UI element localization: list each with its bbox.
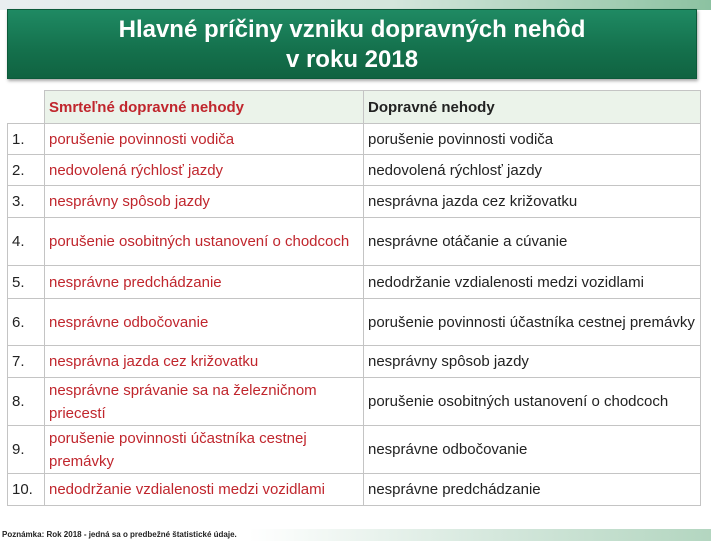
row-number: 6. <box>8 299 45 346</box>
accident-cause: nesprávna jazda cez križovatku <box>364 186 701 218</box>
fatal-cause: porušenie povinnosti vodiča <box>45 124 364 155</box>
accident-cause: nesprávne odbočovanie <box>364 426 701 474</box>
row-number: 1. <box>8 124 45 155</box>
fatal-cause: nesprávne predchádzanie <box>45 266 364 299</box>
fatal-cause: porušenie povinnosti účastníka cestnej premávky <box>45 426 364 474</box>
row-number: 7. <box>8 346 45 378</box>
accident-cause: porušenie povinnosti vodiča <box>364 124 701 155</box>
fatal-cause: nesprávna jazda cez križovatku <box>45 346 364 378</box>
accident-cause: porušenie povinnosti účastníka cestnej premávky <box>364 299 701 346</box>
accident-cause: porušenie osobitných ustanovení o chodcoch <box>364 378 701 426</box>
table-row <box>8 124 701 155</box>
row-number: 2. <box>8 155 45 186</box>
fatal-cause: nedovolená rýchlosť jazdy <box>45 155 364 186</box>
footnote: Poznámka: Rok 2018 - jedná sa o predbežné štatistické údaje. <box>0 529 711 541</box>
accident-cause: nesprávny spôsob jazdy <box>364 346 701 378</box>
accident-cause: nedovolená rýchlosť jazdy <box>364 155 701 186</box>
accident-cause: nedodržanie vzdialenosti medzi vozidlami <box>364 266 701 299</box>
title-line-2: v roku 2018 <box>285 46 419 73</box>
table-row <box>8 218 701 266</box>
table-row <box>8 426 701 474</box>
table-header-row <box>8 91 701 124</box>
table-row <box>8 346 701 378</box>
header-blank-cell <box>8 91 45 124</box>
header-traffic-accidents: Dopravné nehody <box>364 91 701 124</box>
row-number: 3. <box>8 186 45 218</box>
fatal-cause: nesprávne správanie sa na železničnom priecestí <box>45 378 364 426</box>
table-row <box>8 299 701 346</box>
fatal-cause: nesprávne odbočovanie <box>45 299 364 346</box>
row-number: 4. <box>8 218 45 266</box>
table-row <box>8 155 701 186</box>
row-number: 10. <box>8 474 45 506</box>
row-number: 9. <box>8 426 45 474</box>
title-line-1: Hlavné príčiny vzniku dopravných nehôd <box>118 16 586 43</box>
row-number: 5. <box>8 266 45 299</box>
fatal-cause: nedodržanie vzdialenosti medzi vozidlami <box>45 474 364 506</box>
accident-cause: nesprávne predchádzanie <box>364 474 701 506</box>
fatal-cause: nesprávny spôsob jazdy <box>45 186 364 218</box>
title-banner <box>7 9 697 79</box>
fatal-cause: porušenie osobitných ustanovení o chodcoch <box>45 218 364 266</box>
causes-table <box>7 90 701 506</box>
table-row <box>8 474 701 506</box>
table-row <box>8 378 701 426</box>
table-row <box>8 266 701 299</box>
table-row <box>8 186 701 218</box>
accident-cause: nesprávne otáčanie a cúvanie <box>364 218 701 266</box>
row-number: 8. <box>8 378 45 426</box>
header-fatal-accidents: Smrteľné dopravné nehody <box>45 91 364 124</box>
